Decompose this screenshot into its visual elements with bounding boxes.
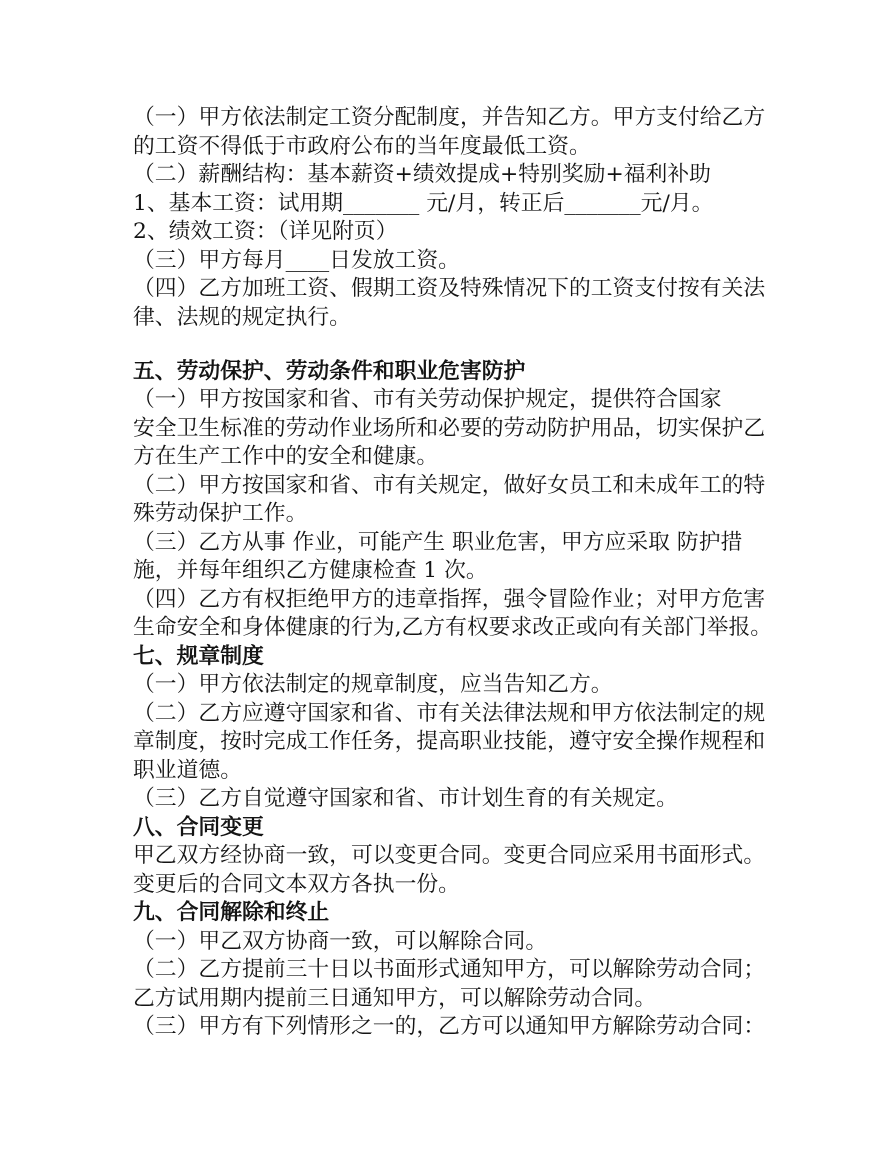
- paragraph: [133, 785, 893, 814]
- paragraph: [133, 104, 893, 161]
- paragraph-line: （二）乙方应遵守国家和省、市有关法律法规和甲方依法制定的规: [133, 700, 766, 726]
- section-heading: 五、劳动保护、劳动条件和职业危害防护: [133, 358, 526, 384]
- paragraph-line: （二）甲方按国家和省、市有关规定，做好女员工和未成年工的特: [133, 472, 766, 498]
- paragraph: [133, 190, 893, 219]
- paragraph-line: （三）乙方从事 作业，可能产生 职业危害，甲方应采取 防护措: [133, 529, 743, 555]
- blank-line: [133, 332, 893, 358]
- paragraph-line: 章制度，按时完成工作任务，提高职业技能，遵守安全操作规程和: [133, 729, 766, 754]
- paragraph: [133, 1013, 893, 1042]
- paragraph: [133, 161, 893, 190]
- paragraph-line: 殊劳动保护工作。: [133, 501, 308, 526]
- section-contract-change: [133, 814, 893, 900]
- paragraph-line: （三）乙方自觉遵守国家和省、市计划生育的有关规定。: [133, 786, 678, 811]
- paragraph-line: 变更后的合同文本双方各执一份。: [133, 871, 460, 897]
- paragraph-line: （二）薪酬结构：基本薪资+绩效提成+特别奖励+福利补助: [133, 162, 711, 187]
- paragraph-line: 的工资不得低于市政府公布的当年度最低工资。: [133, 133, 591, 159]
- paragraph-line: （二）乙方提前三十日以书面形式通知甲方，可以解除劳动合同；: [133, 957, 766, 982]
- paragraph: [133, 275, 893, 332]
- section-contract-termination: [133, 899, 893, 1042]
- paragraph-line: 乙方试用期内提前三日通知甲方，可以解除劳动合同。: [133, 985, 657, 1011]
- paragraph-line: 1、基本工资：试用期_______ 元/月，转正后_______元/月。: [133, 190, 714, 216]
- paragraph: [133, 529, 893, 586]
- paragraph-line: 职业道德。: [133, 757, 242, 783]
- paragraph: [133, 218, 893, 247]
- paragraph: [133, 671, 893, 700]
- paragraph-line: （四）乙方有权拒绝甲方的违章指挥，强令冒险作业；对甲方危害: [133, 586, 766, 612]
- paragraph-line: 方在生产工作中的安全和健康。: [133, 444, 439, 469]
- paragraph-line: （一）甲方依法制定工资分配制度，并告知乙方。甲方支付给乙方: [133, 105, 766, 130]
- paragraph-line: （一）甲乙双方协商一致，可以解除合同。: [133, 928, 548, 954]
- paragraph: [133, 700, 893, 786]
- paragraph-line: （一）甲方依法制定的规章制度，应当告知乙方。: [133, 672, 613, 697]
- paragraph-line: 甲乙双方经协商一致，可以变更合同。变更合同应采用书面形式。: [133, 843, 766, 868]
- section-heading: 九、合同解除和终止: [133, 900, 330, 925]
- paragraph-line: 律、法规的规定执行。: [133, 304, 351, 330]
- paragraph: [133, 586, 893, 643]
- paragraph: [133, 247, 893, 276]
- paragraph: [133, 472, 893, 529]
- paragraph: [133, 842, 893, 899]
- paragraph-line: （四）乙方加班工资、假期工资及特殊情况下的工资支付按有关法: [133, 276, 766, 301]
- paragraph-line: （一）甲方按国家和省、市有关劳动保护规定，提供符合国家: [133, 387, 722, 412]
- paragraph-line: 施，并每年组织乙方健康检查 1 次。: [133, 558, 488, 583]
- section-heading: 八、合同变更: [133, 814, 264, 840]
- paragraph: [133, 928, 893, 957]
- wage-section: [133, 104, 893, 332]
- paragraph-line: （三）甲方每月____日发放工资。: [133, 247, 460, 273]
- paragraph: [133, 956, 893, 1013]
- section-labor-protection: [133, 358, 893, 643]
- paragraph-line: 安全卫生标准的劳动作业场所和必要的劳动防护用品，切实保护乙: [133, 415, 766, 441]
- section-rules: [133, 643, 893, 814]
- paragraph: [133, 386, 893, 472]
- paragraph-line: 生命安全和身体健康的行为,乙方有权要求改正或向有关部门举报。: [133, 615, 773, 640]
- paragraph-line: 2、绩效工资：（详见附页）: [133, 219, 398, 244]
- section-heading: 七、规章制度: [133, 643, 264, 669]
- paragraph-line: （三）甲方有下列情形之一的，乙方可以通知甲方解除劳动合同：: [133, 1014, 766, 1039]
